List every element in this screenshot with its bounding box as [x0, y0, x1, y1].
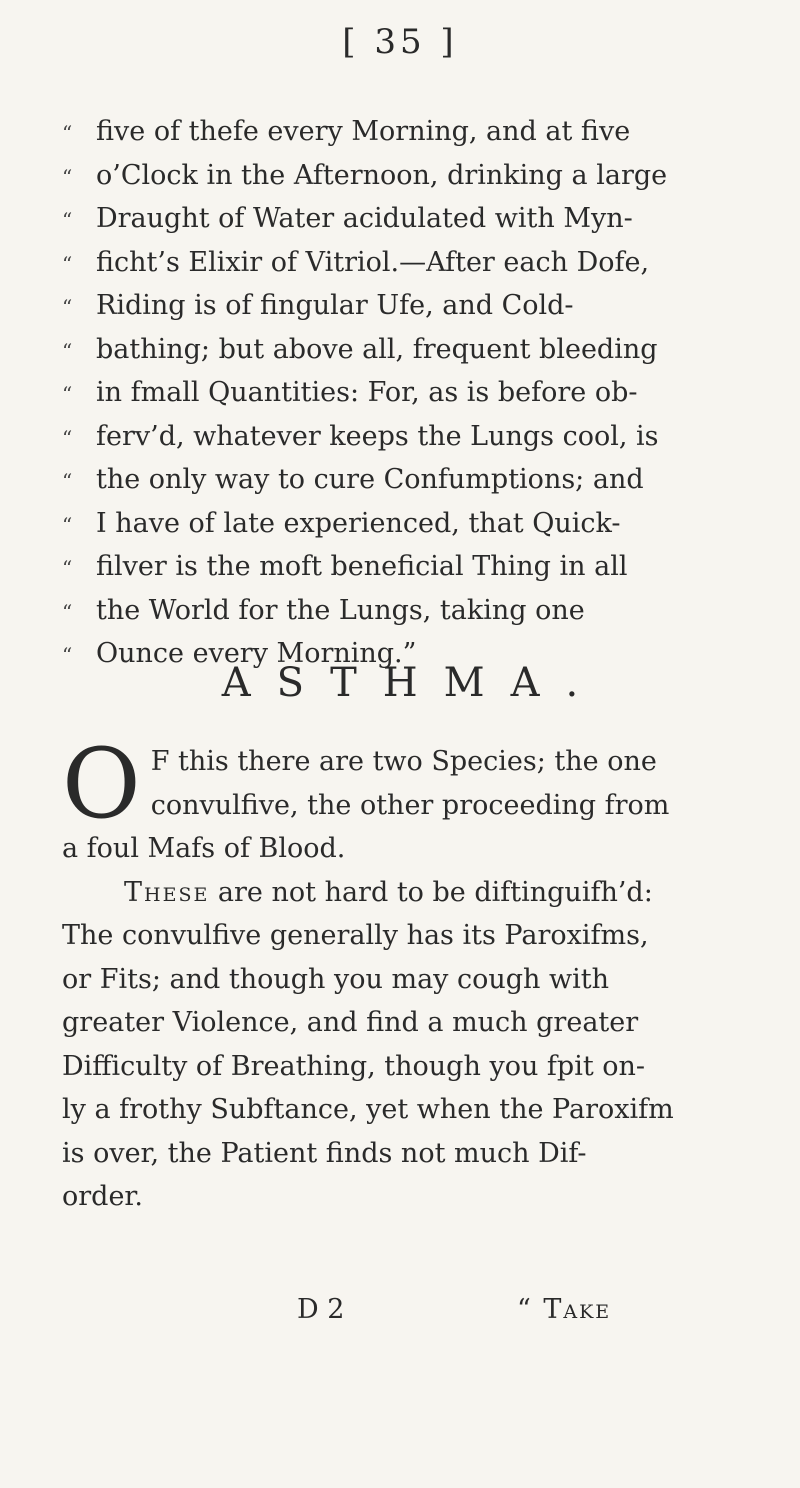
- quote-mark: “: [62, 643, 73, 667]
- quote-mark: “: [62, 164, 73, 189]
- quote-line: “ the World for the Lungs, taking one: [62, 589, 762, 633]
- quote-line: “ o’Clock in the Afternoon, drinking a large: [62, 154, 762, 198]
- body-line: The convulfive generally has its Paroxifms,: [62, 920, 649, 951]
- page-number: [ 35 ]: [342, 22, 458, 62]
- quote-mark: “: [62, 251, 73, 276]
- body-line: Difficulty of Breathing, though you fpit on-: [62, 1050, 646, 1082]
- body-line: These are not hard to be diftinguifh’d:: [124, 876, 653, 908]
- page-footer: [62, 1288, 762, 1332]
- body-line: convulfive, the other proceeding from: [150, 789, 670, 821]
- quote-line: “ ficht’s Elixir of Vitriol.—After each Dofe,: [62, 241, 762, 285]
- body-line: or Fits; and though you may cough with: [62, 963, 610, 995]
- body-line: greater Violence, and find a much greater: [62, 1007, 639, 1038]
- body-line: a foul Mafs of Blood.: [62, 833, 346, 864]
- quote-line: “ Ounce every Morning.”: [62, 632, 762, 676]
- body-line: is over, the Patient finds not much Dif-: [62, 1137, 587, 1169]
- lead-word: These: [124, 876, 210, 908]
- quote-line: “ I have of late experienced, that Quick-: [62, 502, 762, 546]
- quote-line: “ Draught of Water acidulated with Myn-: [62, 197, 762, 241]
- quote-mark: “: [62, 556, 73, 580]
- quote-line: “ five of thefe every Morning, and at five: [62, 110, 762, 154]
- quote-line: “ bathing; but above all, frequent bleeding: [62, 328, 762, 372]
- quote-mark: “: [62, 512, 73, 537]
- signature-mark: D 2: [297, 1294, 345, 1325]
- quote-mark: “: [62, 338, 73, 363]
- quote-mark: “: [62, 295, 73, 319]
- body-line: ly a frothy Subftance, yet when the Paroxifm: [62, 1094, 674, 1125]
- quote-mark: “: [62, 469, 73, 493]
- quote-mark: “: [62, 599, 73, 624]
- drop-cap: O: [62, 728, 141, 840]
- quote-line: “ Riding is of fingular Ufe, and Cold-: [62, 284, 762, 328]
- quote-mark: “: [62, 121, 73, 145]
- quote-line: “ the only way to cure Confumptions; and: [62, 458, 762, 502]
- quote-line: “ in fmall Quantities: For, as is before ob-: [62, 371, 762, 415]
- quote-mark: “: [62, 208, 73, 232]
- section-heading: ASTHMA.: [221, 660, 605, 706]
- quote-mark: “: [62, 425, 73, 450]
- quoted-passage: [62, 110, 762, 676]
- body-line: order.: [62, 1181, 143, 1212]
- quote-mark: “: [62, 382, 73, 406]
- catchword: “ Take: [517, 1294, 612, 1325]
- quote-line: “ ferv’d, whatever keeps the Lungs cool, is: [62, 415, 762, 459]
- quote-line: “ filver is the moft beneficial Thing in all: [62, 545, 762, 589]
- section-body: [62, 728, 762, 1219]
- body-line: F this there are two Species; the one: [150, 746, 657, 777]
